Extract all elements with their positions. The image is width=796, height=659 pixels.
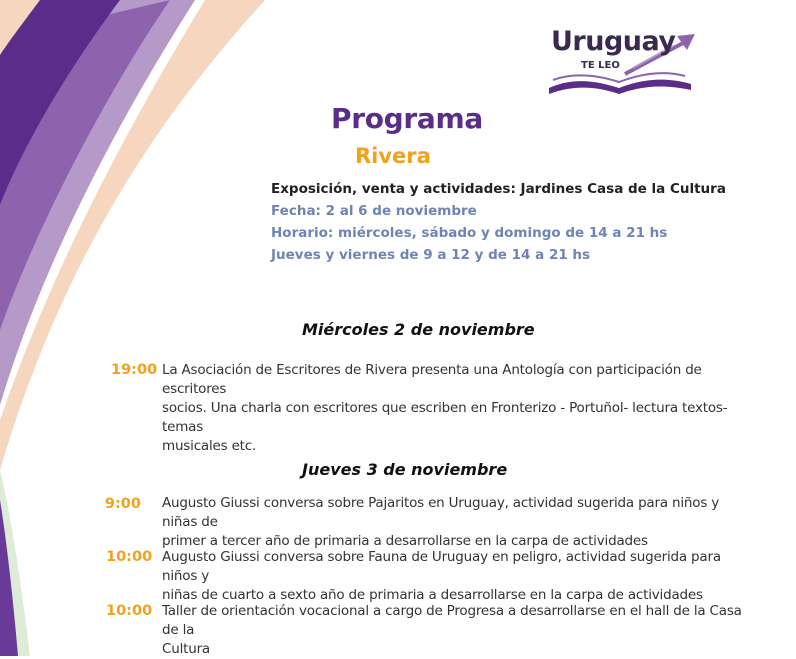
- event-description-line: niñas de cuarto a sexto año de primaria a desarrollarse en la carpa de actividades: [162, 587, 703, 603]
- day-heading: Miércoles 2 de noviembre: [302, 320, 535, 339]
- event-time: 10:00: [106, 549, 153, 565]
- event-description-line: Augusto Giussi conversa sobre Fauna de Uruguay en peligro, actividad sugerida para niños y: [162, 549, 721, 584]
- logo-subtitle: TE LEO: [581, 60, 620, 71]
- info-jueves-viernes: Jueves y viernes de 9 a 12 y de 14 a 21 hs: [271, 247, 591, 263]
- event-description: [162, 548, 742, 605]
- day-heading: Jueves 3 de noviembre: [302, 460, 508, 479]
- logo-wordmark: Uruguay: [551, 26, 676, 57]
- event-description: [162, 494, 742, 551]
- event-time: 9:00: [104, 496, 141, 512]
- event-description-line: Augusto Giussi conversa sobre Pajaritos en Uruguay, actividad sugerida para niños y niñas de: [162, 495, 720, 530]
- info-fecha: Fecha: 2 al 6 de noviembre: [271, 203, 477, 219]
- event-description: [162, 361, 742, 456]
- event-description-line: Taller de orientación vocacional a cargo de Progresa a desarrollarse en el hall de la Casa de la: [162, 603, 742, 638]
- info-heading: Exposición, venta y actividades: Jardines Casa de la Cultura: [271, 181, 726, 197]
- event-time: 10:00: [106, 603, 153, 619]
- event-description-line: Cultura: [162, 641, 211, 657]
- page-subtitle-city: Rivera: [355, 144, 431, 168]
- event-description-line: La Asociación de Escritores de Rivera presenta una Antología con participación de escritores: [162, 362, 702, 397]
- info-horario: Horario: miércoles, sábado y domingo de 14 a 21 hs: [271, 225, 668, 241]
- event-time: 19:00: [111, 362, 158, 378]
- uruguay-te-leo-logo: [545, 24, 700, 96]
- event-description-line: socios. Una charla con escritores que escriben en Fronterizo - Portuñol- lectura textos- temas: [162, 400, 728, 435]
- event-description: [162, 602, 742, 659]
- page-title: Programa: [331, 102, 483, 135]
- event-description-line: musicales etc.: [162, 438, 257, 454]
- event-description-line: primer a tercer año de primaria a desarrollarse en la carpa de actividades: [162, 533, 648, 549]
